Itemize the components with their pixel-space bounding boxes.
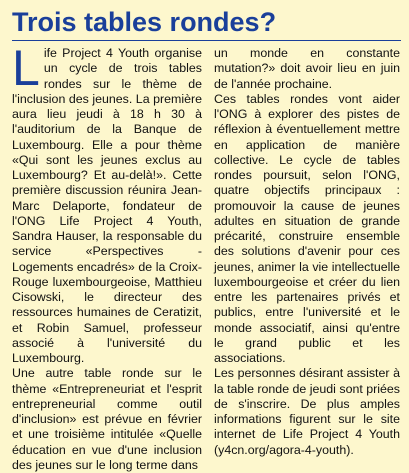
paragraph-4: Les personnes désirant assister à la table ronde de jeudi sont priées de s'inscrire. De plus amples informations figurent sur le site internet de Life Project 4 Youth (y4cn.org/agora-4-youth).	[214, 366, 400, 457]
paragraph-2-continued: un monde en constante mutation?» doit avoir lieu en juin de l'année prochaine.	[214, 46, 400, 91]
drop-cap: L	[12, 40, 40, 96]
column-right	[214, 46, 400, 458]
paragraph-1-text: ife Project 4 Youth organise un cycle de trois tables rondes sur le thème de l'inclusion des jeunes. La première aura lieu jeudi à 18 h 30 à l'auditorium de la Banque de Luxembourg. Elle a pour thème «Qui sont les jeunes exclus au Luxembourg? Et au-delà!». Cette première discussion réunira Jean-Marc Delaporte, fondateur de l'ONG Life Project 4 Youth, Sandra Hauser, la responsable du service «Perspectives - Logements encadrés» de la Croix-Rouge luxembourgeoise, Matthieu Cisowski, le directeur des ressources humaines de Ceratizit, et Robin Samuel, professeur associé à l'université du Luxembourg.	[12, 46, 202, 365]
paragraph-3: Ces tables rondes vont aider l'ONG à explorer des pistes de réflexion à éventuellement mettre en application de manière collective. Le cycle de tables rondes poursuit, selon l'ONG, quatre objectifs principaux : promouvoir la cause de jeunes adultes en situation de grande précarité, construire ensemble des solutions d'avenir pour ces jeunes, animer la vie intellectuelle luxembourgeoise et créer du lien entre les partenaires privés et publics, entre l'université et le monde associatif, ainsi qu'entre le grand public et les associations.	[214, 91, 400, 365]
column-left	[12, 40, 202, 473]
paragraph-2: Une autre table ronde sur le thème «Entrepreneuriat et l'esprit entrepreneurial comme outil d'inclusion» est prévue en février et une troisième intitulée «Quelle éducation en vue d'une inclusion des jeunes sur le long terme dans	[12, 366, 202, 472]
headline-rule	[12, 40, 401, 41]
paragraph-1	[12, 40, 202, 366]
headline: Trois tables rondes?	[12, 7, 277, 37]
